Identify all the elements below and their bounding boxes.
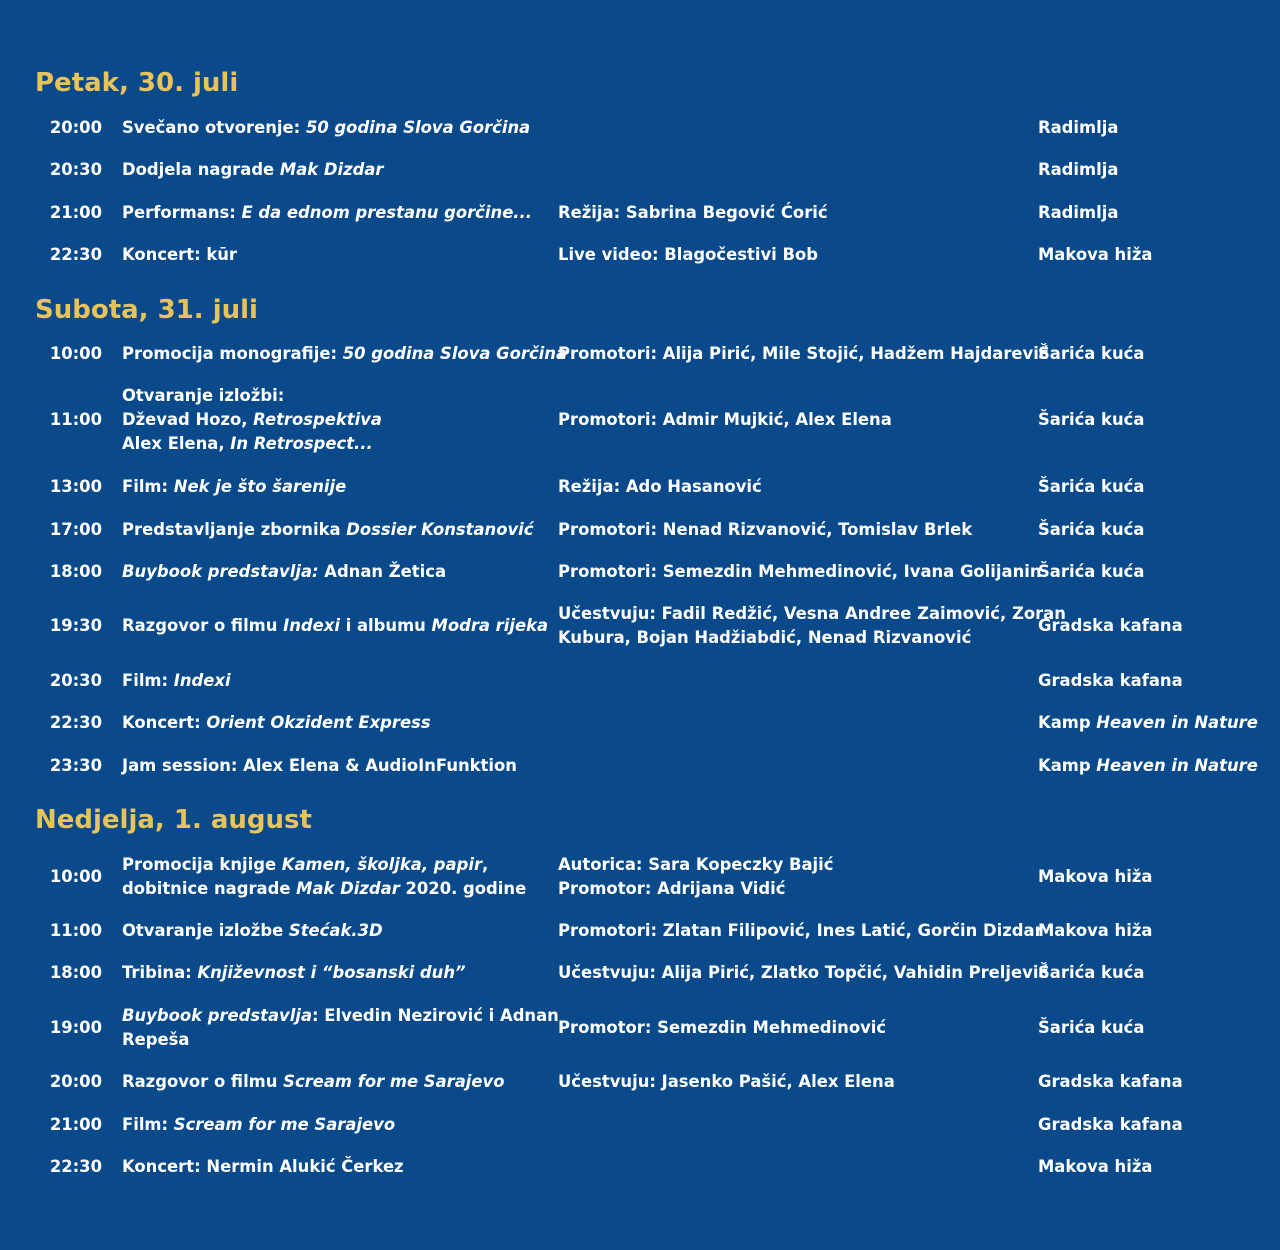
event-title-segment: Književnost i “bosanski duh” xyxy=(197,963,466,982)
day-heading: Subota, 31. juli xyxy=(35,295,258,325)
event-title-segment: Jam session: Alex Elena & AudioInFunktion xyxy=(122,756,517,775)
event-participants-line xyxy=(558,560,1042,584)
event-title xyxy=(122,1004,559,1052)
event-title-segment: : Elvedin Nezirović i Adnan xyxy=(312,1006,559,1025)
event-venue xyxy=(1038,614,1274,638)
event-participants-segment: Promotori: Admir Mujkić, Alex Elena xyxy=(558,410,892,429)
event-participants xyxy=(558,243,1028,267)
event-time: 19:00 xyxy=(49,1018,102,1037)
event-time: 20:30 xyxy=(49,160,102,179)
event-time: 22:30 xyxy=(49,1157,102,1176)
event-participants xyxy=(558,408,1028,432)
event-participants-line xyxy=(558,342,1049,366)
event-title xyxy=(122,243,552,267)
event-venue-segment: Šarića kuća xyxy=(1038,477,1145,496)
event-participants-segment: Promotori: Nenad Rizvanović, Tomislav Brlek xyxy=(558,520,973,539)
event-title xyxy=(122,961,552,985)
event-title-segment: dobitnice nagrade xyxy=(122,879,297,898)
event-participants-segment: Učestvuju: Jasenko Pašić, Alex Elena xyxy=(558,1072,895,1091)
event-title-segment: Performans: xyxy=(122,203,242,222)
event-title-line xyxy=(122,614,552,638)
event-participants xyxy=(558,961,1049,985)
event-time: 11:00 xyxy=(49,921,102,940)
event-row xyxy=(0,318,1280,390)
event-title-segment: Adnan Žetica xyxy=(318,562,447,581)
event-venue-segment: Šarića kuća xyxy=(1038,410,1145,429)
event-title-segment: Promocija knjige xyxy=(122,855,282,874)
event-participants-line xyxy=(558,243,1028,267)
event-venue-segment: Kamp xyxy=(1038,713,1097,732)
event-venue-segment: Makova hiža xyxy=(1038,1157,1153,1176)
event-participants xyxy=(558,560,1042,584)
event-participants-line xyxy=(558,961,1049,985)
event-time: 13:00 xyxy=(49,477,102,496)
event-participants xyxy=(558,853,1028,901)
event-participants xyxy=(558,602,1066,650)
event-title-segment: 50 godina Slova Gorčina xyxy=(305,118,531,137)
event-title-segment: Scream for me Sarajevo xyxy=(283,1072,505,1091)
event-time: 11:00 xyxy=(49,410,102,429)
event-time: 10:00 xyxy=(49,344,102,363)
event-time: 22:30 xyxy=(49,245,102,264)
event-venue-segment: Gradska kafana xyxy=(1038,671,1183,690)
event-time: 18:00 xyxy=(49,562,102,581)
event-venue-segment: Makova hiža xyxy=(1038,921,1153,940)
event-participants-line xyxy=(558,602,1066,626)
event-title-segment: Tribina: xyxy=(122,963,198,982)
event-time: 20:30 xyxy=(49,671,102,690)
event-title-segment: Koncert: Nermin Alukić Čerkez xyxy=(122,1157,404,1176)
event-participants-line xyxy=(558,408,1028,432)
event-title-segment: Dodjela nagrade xyxy=(122,160,280,179)
event-venue-segment: Makova hiža xyxy=(1038,867,1153,886)
event-title xyxy=(122,614,552,638)
event-venue xyxy=(1038,243,1274,267)
event-row xyxy=(0,1131,1280,1203)
event-title xyxy=(122,1155,552,1179)
event-title xyxy=(122,384,552,456)
event-title-line xyxy=(122,342,568,366)
event-title-segment: Mak Dizdar xyxy=(296,879,400,898)
event-venue-segment: Radimlja xyxy=(1038,118,1119,137)
event-title-segment: Orient Okzident Express xyxy=(206,713,431,732)
event-title-segment: Kamen, školjka, papir xyxy=(281,855,483,874)
event-title-segment: Film: xyxy=(122,477,174,496)
event-participants-line xyxy=(558,853,1028,877)
event-venue-segment: Kamp xyxy=(1038,756,1097,775)
event-row xyxy=(0,219,1280,291)
event-venue-segment: Šarića kuća xyxy=(1038,520,1145,539)
event-title-line xyxy=(122,853,552,877)
event-time: 20:00 xyxy=(49,118,102,137)
event-title-segment: Film: xyxy=(122,1115,174,1134)
event-title-segment: Scream for me Sarajevo xyxy=(173,1115,396,1134)
event-venue xyxy=(1038,560,1274,584)
event-participants-line xyxy=(558,1016,1028,1040)
event-participants-segment: Promotori: Alija Pirić, Mile Stojić, Hadžem Hajdarević xyxy=(558,344,1049,363)
event-title-line xyxy=(122,243,552,267)
event-venue-segment: Radimlja xyxy=(1038,160,1119,179)
event-venue xyxy=(1038,408,1274,432)
event-title-line xyxy=(122,1004,559,1028)
event-title-segment: Razgovor o filmu xyxy=(122,1072,284,1091)
event-venue-segment: Heaven in Nature xyxy=(1096,713,1258,732)
event-time: 21:00 xyxy=(49,203,102,222)
event-title-segment: Film: xyxy=(122,671,174,690)
event-title-segment: Indexi xyxy=(173,671,231,690)
event-participants-segment: Promotori: Zlatan Filipović, Ines Latić, Gorčin Dizdar xyxy=(558,921,1043,940)
event-title-segment: Repeša xyxy=(122,1030,190,1049)
event-title-segment: Promocija monografije: xyxy=(122,344,343,363)
event-time: 23:30 xyxy=(49,756,102,775)
event-venue-segment: Radimlja xyxy=(1038,203,1119,222)
event-title-segment: Otvaranje izložbi: xyxy=(122,386,285,405)
event-title-line xyxy=(122,754,552,778)
event-venue xyxy=(1038,961,1274,985)
event-time: 18:00 xyxy=(49,963,102,982)
event-title-segment: 50 godina Slova Gorčina xyxy=(342,344,568,363)
event-venue xyxy=(1038,1016,1274,1040)
event-title-segment: Nek je što šarenije xyxy=(173,477,347,496)
event-participants-segment: Kubura, Bojan Hadžiabdić, Nenad Rizvanović xyxy=(558,628,972,647)
event-title-segment: Dževad Hozo, xyxy=(122,410,254,429)
event-participants-segment: Promotor: Semezdin Mehmedinović xyxy=(558,1018,887,1037)
event-title-segment: Dossier Konstanović xyxy=(346,520,534,539)
event-venue-segment: Gradska kafana xyxy=(1038,1115,1183,1134)
event-title-segment: Buybook predstavlja xyxy=(122,1006,313,1025)
event-time: 17:00 xyxy=(49,520,102,539)
event-title-segment: Alex Elena, xyxy=(122,434,231,453)
event-venue xyxy=(1038,754,1274,778)
event-title-segment: Svečano otvorenje: xyxy=(122,118,306,137)
event-participants-segment: Režija: Ado Hasanović xyxy=(558,477,762,496)
event-venue-segment: Heaven in Nature xyxy=(1096,756,1258,775)
event-title-segment: , xyxy=(482,855,489,874)
event-venue-segment: Makova hiža xyxy=(1038,245,1153,264)
day-heading: Petak, 30. juli xyxy=(35,68,239,98)
event-title-segment: Predstavljanje zbornika xyxy=(122,520,347,539)
event-participants-segment: Promotori: Semezdin Mehmedinović, Ivana Golijanin xyxy=(558,562,1042,581)
event-title-segment: i albumu xyxy=(339,616,432,635)
event-participants-segment: Live video: Blagočestivi Bob xyxy=(558,245,818,264)
event-time: 19:30 xyxy=(49,616,102,635)
event-title-segment: Indexi xyxy=(283,616,340,635)
event-title-segment: Koncert: xyxy=(122,713,207,732)
event-title-segment: Otvaranje izložbe xyxy=(122,921,289,940)
event-title-segment: Mak Dizdar xyxy=(279,160,384,179)
event-row xyxy=(0,384,1280,456)
event-title-segment: Razgovor o filmu xyxy=(122,616,284,635)
event-row xyxy=(0,730,1280,802)
event-venue xyxy=(1038,865,1274,889)
event-participants xyxy=(558,1016,1028,1040)
event-title-line xyxy=(122,1155,552,1179)
event-participants-segment: Promotor: Adrijana Vidić xyxy=(558,879,786,898)
event-time: 21:00 xyxy=(49,1115,102,1134)
event-title-line xyxy=(122,384,552,408)
event-participants-segment: Učestvuju: Fadil Redžić, Vesna Andree Zaimović, Zoran xyxy=(558,604,1066,623)
event-time: 10:00 xyxy=(49,867,102,886)
event-title-segment: Modra rijeka xyxy=(431,616,549,635)
event-title-segment: In Retrospect... xyxy=(230,434,373,453)
event-venue-segment: Šarića kuća xyxy=(1038,562,1145,581)
event-venue-segment: Gradska kafana xyxy=(1038,616,1183,635)
event-venue xyxy=(1038,1155,1274,1179)
event-title xyxy=(122,342,568,366)
event-venue xyxy=(1038,342,1274,366)
day-heading: Nedjelja, 1. august xyxy=(35,805,312,835)
event-venue-segment: Šarića kuća xyxy=(1038,344,1145,363)
event-title-line xyxy=(122,560,552,584)
event-title-line xyxy=(122,961,552,985)
event-title-segment: Retrospektiva xyxy=(253,410,382,429)
event-title-segment: E da ednom prestanu gorčine... xyxy=(241,203,532,222)
event-venue-segment: Gradska kafana xyxy=(1038,1072,1183,1091)
event-title-segment: 2020. godine xyxy=(399,879,527,898)
event-title xyxy=(122,853,552,901)
event-participants-segment: Učestvuju: Alija Pirić, Zlatko Topčić, Vahidin Preljević xyxy=(558,963,1049,982)
event-time: 22:30 xyxy=(49,713,102,732)
event-title xyxy=(122,560,552,584)
event-time: 20:00 xyxy=(49,1072,102,1091)
event-title-segment: Koncert: kūr xyxy=(122,245,238,264)
event-participants-segment: Režija: Sabrina Begović Ćorić xyxy=(558,203,828,222)
event-venue-segment: Šarića kuća xyxy=(1038,963,1145,982)
event-title xyxy=(122,754,552,778)
event-title-segment: Stećak.3D xyxy=(288,921,383,940)
event-venue-segment: Šarića kuća xyxy=(1038,1018,1145,1037)
event-participants-segment: Autorica: Sara Kopeczky Bajić xyxy=(558,855,834,874)
event-participants xyxy=(558,342,1049,366)
event-title-line xyxy=(122,408,552,432)
event-title-segment: Buybook predstavlja: xyxy=(122,562,319,581)
